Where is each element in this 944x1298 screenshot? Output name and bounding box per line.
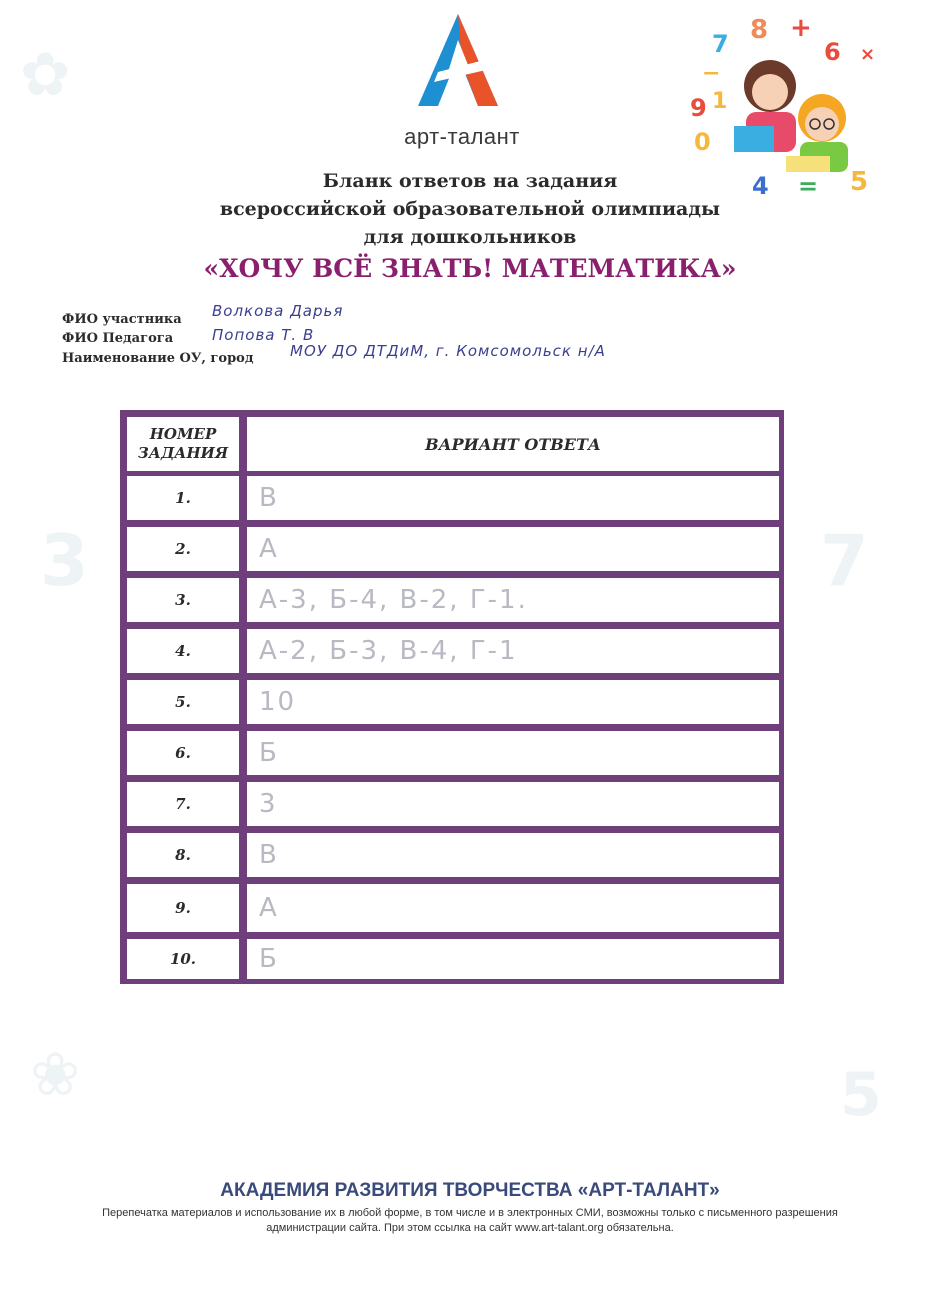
school-value: МОУ ДО ДТДиМ, г. Комсомольск н/А bbox=[290, 342, 606, 360]
svg-text:=: = bbox=[798, 172, 819, 198]
answers-table bbox=[120, 410, 784, 984]
svg-text:7: 7 bbox=[712, 30, 729, 58]
svg-text:6: 6 bbox=[824, 38, 841, 66]
svg-text:8: 8 bbox=[750, 15, 769, 45]
olympiad-title: «ХОЧУ ВСЁ ЗНАТЬ! МАТЕМАТИКА» bbox=[203, 254, 737, 283]
row-answer: Б bbox=[247, 731, 779, 775]
header-answer-variant: ВАРИАНТ ОТВЕТА bbox=[247, 417, 779, 471]
row-answer: А-3, Б-4, В-2, Г-1. bbox=[247, 578, 779, 622]
row-number: 1. bbox=[127, 476, 239, 520]
row-number: 6. bbox=[127, 731, 239, 775]
row-answer: Б bbox=[247, 939, 779, 979]
background-decoration: 3 bbox=[40, 520, 89, 602]
background-decoration: ✿ bbox=[20, 40, 71, 110]
svg-text:9: 9 bbox=[690, 94, 707, 122]
teacher-label: ФИО Педагога bbox=[62, 331, 174, 346]
row-answer: А-2, Б-3, В-4, Г-1 bbox=[247, 629, 779, 673]
row-number: 3. bbox=[127, 578, 239, 622]
brand-name: арт-талант bbox=[404, 124, 520, 149]
svg-text:+: + bbox=[790, 13, 812, 43]
row-answer: В bbox=[247, 833, 779, 877]
row-answer: А bbox=[247, 884, 779, 932]
svg-text:0: 0 bbox=[694, 128, 711, 156]
form-title-line-1: Бланк ответов на задания bbox=[322, 170, 618, 192]
row-answer: 10 bbox=[247, 680, 779, 724]
row-number: 8. bbox=[127, 833, 239, 877]
row-answer: А bbox=[247, 527, 779, 571]
background-decoration: 7 bbox=[820, 520, 869, 602]
row-answer: 3 bbox=[247, 782, 779, 826]
art-talant-logo bbox=[412, 10, 504, 110]
svg-text:×: × bbox=[860, 44, 876, 65]
form-title-line-2: всероссийской образовательной олимпиады bbox=[219, 198, 721, 220]
participant-value: Волкова Дарья bbox=[212, 302, 344, 320]
header-task-number: НОМЕР ЗАДАНИЯ bbox=[127, 417, 239, 471]
school-label: Наименование ОУ, город bbox=[62, 351, 254, 366]
svg-text:4: 4 bbox=[752, 172, 769, 198]
footer-copyright-text: Перепечатка материалов и использование их в любой форме, в том числе и в электронных СМИ, возможны только с письменного разрешения администрации сайта. При этом ссылка на сайт www.art-talant.org обязательна. bbox=[102, 1207, 838, 1234]
row-number: 5. bbox=[127, 680, 239, 724]
svg-text:5: 5 bbox=[850, 167, 869, 197]
teacher-value: Попова Т. В bbox=[212, 326, 315, 344]
row-answer: В bbox=[247, 476, 779, 520]
svg-text:1: 1 bbox=[712, 89, 728, 114]
footer-academy-title: АКАДЕМИЯ РАЗВИТИЯ ТВОРЧЕСТВА «АРТ-ТАЛАНТ» bbox=[220, 1180, 720, 1201]
form-title-line-3: для дошкольников bbox=[363, 226, 577, 248]
background-decoration: ❀ bbox=[30, 1040, 81, 1110]
svg-text:−: − bbox=[702, 61, 721, 86]
row-number: 10. bbox=[127, 939, 239, 979]
participant-label: ФИО участника bbox=[62, 312, 182, 327]
row-number: 4. bbox=[127, 629, 239, 673]
row-number: 2. bbox=[127, 527, 239, 571]
background-decoration: 5 bbox=[840, 1060, 882, 1130]
row-number: 7. bbox=[127, 782, 239, 826]
row-number: 9. bbox=[127, 884, 239, 932]
